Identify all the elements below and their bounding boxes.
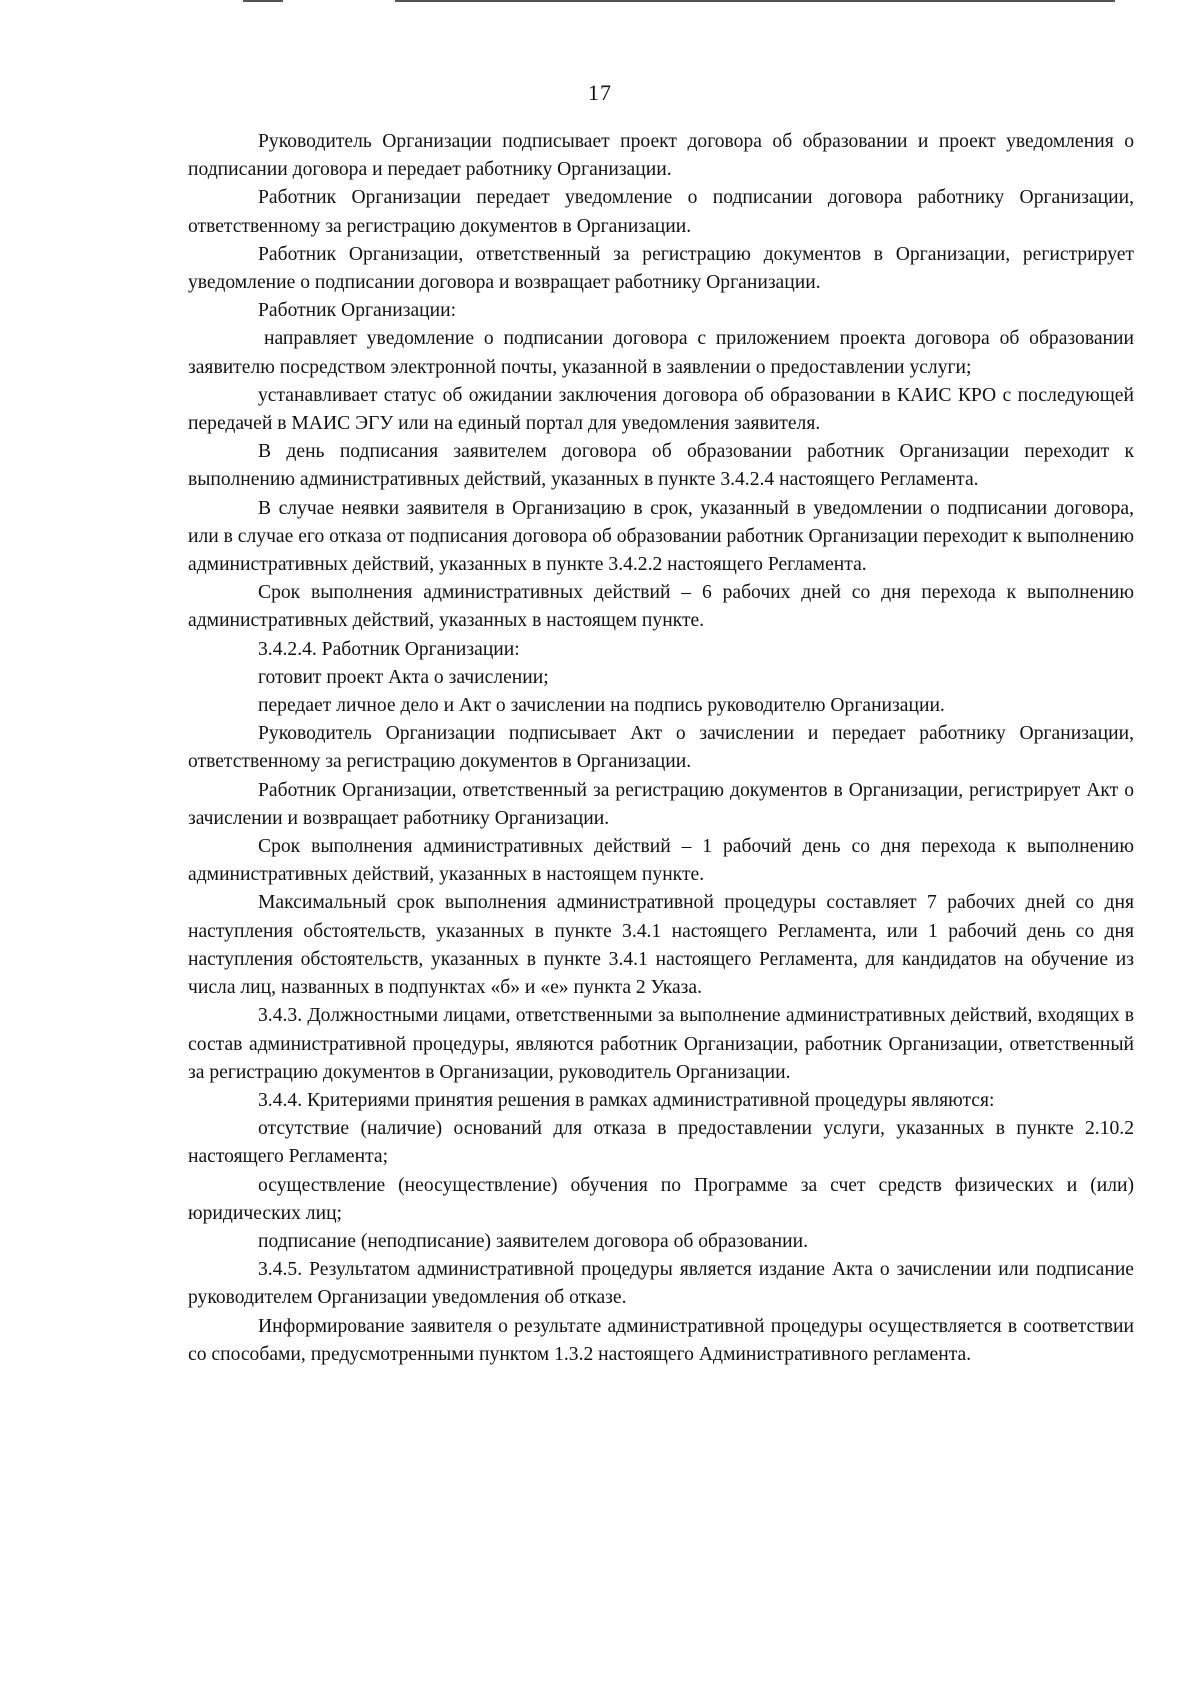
paragraph: 3.4.5. Результатом административной процедуры является издание Акта о зачислении или подписание руководителем Организации уведомления об отказе. [188,1259,1134,1309]
paragraph: Срок выполнения административных действий – 6 рабочих дней со дня перехода к выполнению административных действий, указанных в настоящем пункте. [188,582,1134,632]
scan-edge-rule-left [243,0,283,2]
paragraph: В случае неявки заявителя в Организацию в срок, указанный в уведомлении о подписании договора, или в случае его отказа от подписания договора об образовании работник Организации переходит к выполнению административных действий, указанных в пункте 3.4.2.2 настоящего Регламента. [188,497,1134,576]
document-body [188,128,1134,1369]
paragraph: Работник Организации, ответственный за регистрацию документов в Организации, регистрирует Акт о зачислении и возвращает работнику Организации. [188,779,1134,829]
paragraph: Руководитель Организации подписывает Акт о зачислении и передает работнику Организации, ответственному за регистрацию документов в Организации. [188,723,1134,773]
paragraph: Срок выполнения административных действий – 1 рабочий день со дня перехода к выполнению административных действий, указанных в настоящем пункте. [188,836,1134,886]
paragraph: Работник Организации, ответственный за регистрацию документов в Организации, регистрирует уведомление о подписании договора и возвращает работнику Организации. [188,243,1134,294]
paragraph: Максимальный срок выполнения административной процедуры составляет 7 рабочих дней со дня наступления обстоятельств, указанных в пункте 3.4.1 настоящего Регламента, или 1 рабочий день со дня наступления обстоятельств, указанных в пункте 3.4.1 настоящего Регламента, для кандидатов на обучение из числа лиц, названных в подпунктах «б» и «е» пункта 2 Указа. [188,892,1134,999]
page-number: 17 [588,80,612,105]
paragraph: Информирование заявителя о результате административной процедуры осуществляется в соответствии со способами, предусмотренными пунктом 1.3.2 настоящего Административного регламента. [188,1315,1134,1365]
paragraph: В день подписания заявителем договора об образовании работник Организации переходит к выполнению административных действий, указанных в пункте 3.4.2.4 настоящего Регламента. [188,441,1134,491]
paragraph: Работник Организации передает уведомление о подписании договора работнику Организации, ответственному за регистрацию документов в Организации. [188,187,1134,237]
paragraph: устанавливает статус об ожидании заключения договора об образовании в КАИС КРО с последующей передачей в МАИС ЭГУ или на единый портал для уведомления заявителя. [188,384,1134,435]
paragraph: Работник Организации: [258,300,457,322]
paragraph: 3.4.4. Критериями принятия решения в рамках административной процедуры являются: [258,1089,995,1111]
paragraph: Руководитель Организации подписывает проект договора об образовании и проект уведомления о подписании договора и передает работнику Организации. [188,131,1134,181]
paragraph: 3.4.2.4. Работник Организации: [258,638,520,660]
paragraph: направляет уведомление о подписании договора с приложением проекта договора об образовании заявителю посредством электронной почты, указанной в заявлении о предоставлении услуги; [188,328,1134,378]
scan-edge-rule-right [395,0,1115,2]
paragraph: готовит проект Акта о зачислении; [258,666,549,688]
paragraph: осуществление (неосуществление) обучения по Программе за счет средств физических и (или) юридических лиц; [188,1174,1134,1224]
paragraph: передает личное дело и Акт о зачислении на подпись руководителю Организации. [258,695,945,717]
paragraph: подписание (неподписание) заявителем договора об образовании. [258,1230,808,1252]
paragraph: 3.4.3. Должностными лицами, ответственными за выполнение административных действий, входящих в состав административной процедуры, являются работник Организации, работник Организации, ответственный за регистрацию документов в Организации, руководитель Организации. [188,1005,1134,1083]
paragraph: отсутствие (наличие) оснований для отказа в предоставлении услуги, указанных в пункте 2.10.2 настоящего Регламента; [188,1118,1134,1168]
